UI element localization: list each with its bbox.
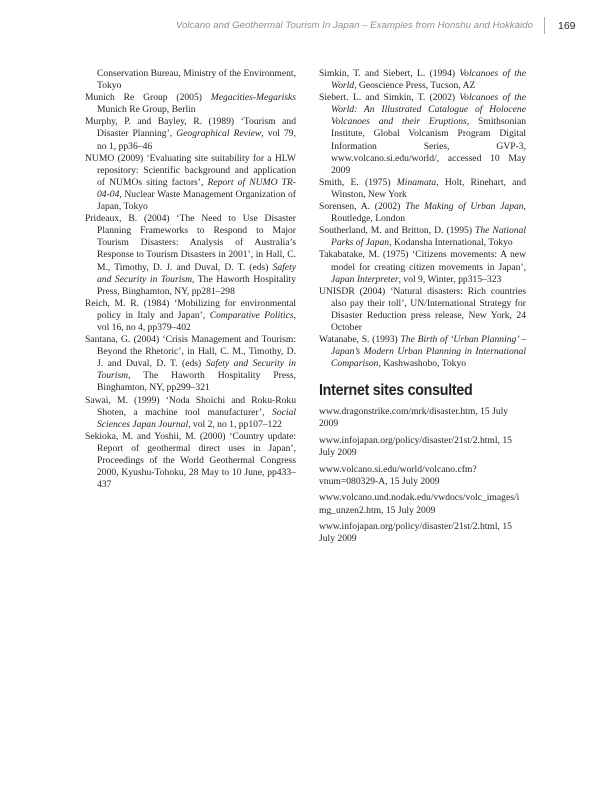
reference-entry: Sekioka, M. and Yoshii, M. (2000) ‘Country update: Report of geothermal direct uses in Japan’, Proceedings of the World Geothermal Congress 2000, Kyushu-Tohoku, 28 May to 10 June, pp433–437 [85,430,296,491]
internet-site-entry: www.volcano.si.edu/world/volcano.cfm?vnum=080329-A, 15 July 2009 [319,463,477,487]
reference-entry: Reich, M. R. (1984) ‘Mobilizing for environmental policy in Italy and Japan’, Comparative Politics, vol 16, no 4, pp379–402 [85,297,296,333]
section-heading-internet-sites: Internet sites consulted [319,382,473,400]
internet-site-entry: www.infojapan.org/policy/disaster/21st/2.html, 15 July 2009 [319,435,512,459]
reference-entry: Sorensen, A. (2002) The Making of Urban Japan, Routledge, London [319,201,526,225]
reference-entry: NUMO (2009) ‘Evaluating site suitability for a HLW repository: Scientific background and application of NUMOs siting factors’, Report of NUMO TR-04-04, Nuclear Waste Management Organization of Japan, Tokyo [85,152,296,213]
reference-entry: Smith, E. (1975) Minamata, Holt, Rinehart, and Winston, New York [319,176,526,200]
page-number: 169 [558,19,576,32]
reference-entry: Takabatake, M. (1975) ‘Citizens movements: A new model for creating citizen movements in Japan’, Japan Interpreter, vol 9, Winter, pp315–323 [319,249,526,285]
reference-entry: UNISDR (2004) ‘Natural disasters: Rich countries also pay their toll’, UN/International Strategy for Disaster Reduction press release, New York, 24 October [319,285,526,333]
reference-entry: Siebert. L. and Simkin, T. (2002) Volcanoes of the World: An Illustrated Catalogue of Holocene Volcanoes and their Eruptions, Smithsonian Institute, Global Volcanism Program Digital Information Series, GVP-3, www.volcano.si.edu/world/, accessed 10 May 2009 [319,92,526,176]
reference-entry: Simkin, T. and Siebert, L. (1994) Volcanoes of the World, Geoscience Press, Tucson, AZ [319,68,526,92]
reference-entry: Conservation Bureau, Ministry of the Environment, Tokyo [97,68,296,92]
reference-list-left-column [85,68,296,491]
reference-list-right-column [319,68,526,550]
reference-entry: Sawai, M. (1999) ‘Noda Shoichi and Roku-Roku Shoten, a machine tool manufacturer’, Social Sciences Japan Journal, vol 2, no 1, pp107–122 [85,394,296,430]
reference-entry: Munich Re Group (2005) Megacities-Megarisks Munich Re Group, Berlin [85,92,296,116]
internet-site-entry: www.dragonstrike.com/mrk/disaster.htm, 15 July 2009 [319,406,509,430]
reference-entry: Santana, G. (2004) ‘Crisis Management and Tourism: Beyond the Rhetoric’, in Hall, C. M., Timothy, D. J. and Duval, D. T. (eds) Safety and Security in Tourism, The Haworth Hospitality Press, Binghamton, NY, pp299–321 [85,334,296,394]
running-header [0,0,613,40]
reference-entry: Prideaux, B. (2004) ‘The Need to Use Disaster Planning Frameworks to Respond to Major Tourism Disasters: Analysis of Australia’s Response to Tourism Disasters in 2001’, in Hall, C. M., Timothy, D. J. and Duval, D. T. (eds) Safety and Security in Tourism, The Haworth Hospitality Press, Binghamton, NY, pp281–298 [85,213,297,297]
reference-entry: Watanabe, S. (1993) The Birth of ‘Urban Planning’ – Japan’s Modern Urban Planning in International Comparison, Kashwashobo, Tokyo [319,334,527,370]
reference-entry: Murphy, P. and Bayley, R. (1989) ‘Tourism and Disaster Planning’, Geographical Review, vol 79, no 1, pp36–46 [85,116,296,152]
internet-site-entry: www.infojapan.org/policy/disaster/21st/2.html, 15 July 2009 [319,521,512,545]
reference-entry: Southerland, M. and Britton, D. (1995) The National Parks of Japan, Kodansha International, Tokyo [319,225,527,249]
header-divider [544,17,545,34]
running-header-title: Volcano and Geothermal Tourism In Japan – Examples from Honshu and Hokkaido [175,20,533,31]
internet-site-entry: www.volcano.und.nodak.edu/vwdocs/volc_images/img_unzen2.htm, 15 July 2009 [319,492,520,516]
